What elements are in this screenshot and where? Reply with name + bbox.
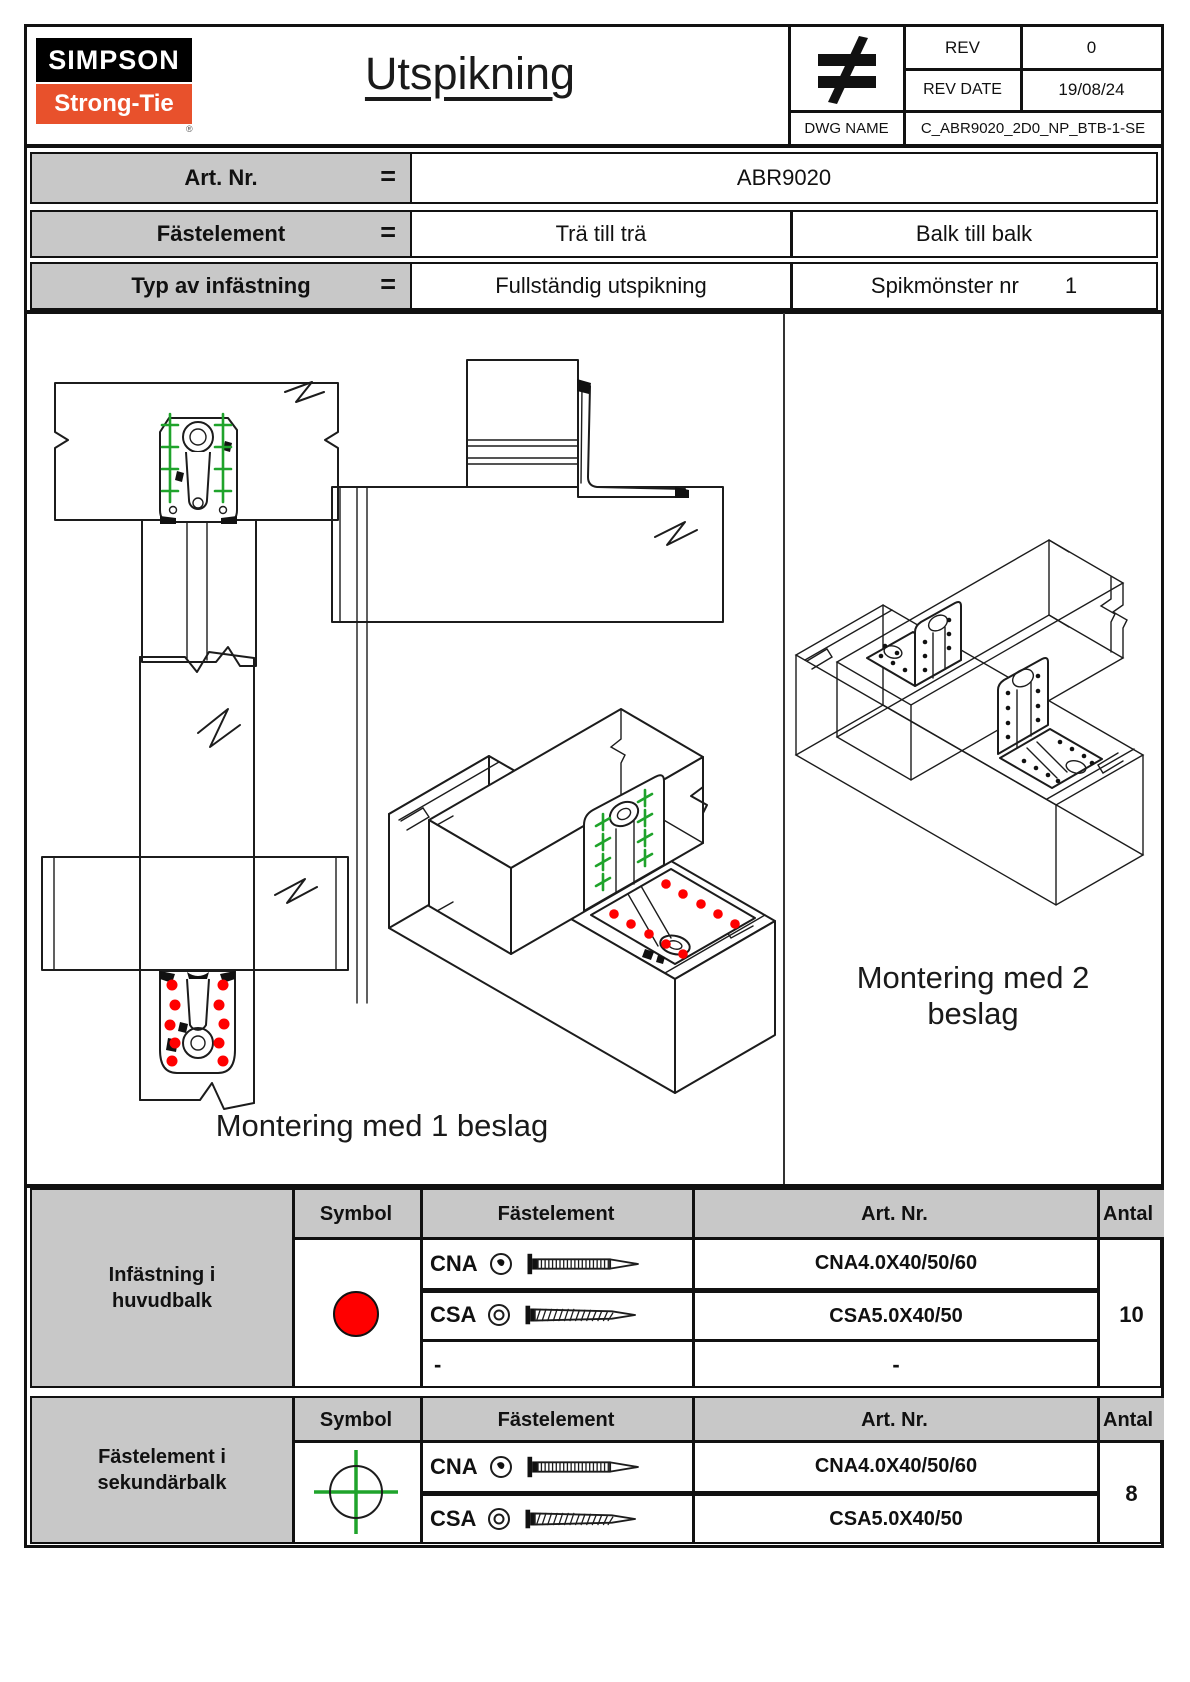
info-art-label: Art. Nr. — [184, 165, 258, 190]
caption-two-line2: beslag — [927, 996, 1019, 1031]
info-pattern-cell — [792, 264, 1156, 308]
fastener-row-empty: - — [434, 1351, 442, 1377]
rev-date-value: 19/08/24 — [1058, 80, 1125, 99]
page-title: Utspikning — [364, 48, 576, 99]
col-header-art: Art. Nr. — [861, 1408, 928, 1431]
art-value: - — [892, 1351, 900, 1377]
screw-icon — [522, 1302, 646, 1328]
divider-line — [292, 1398, 295, 1542]
info-row-fastener — [30, 210, 1158, 258]
col-header-fastener: Fästelement — [497, 1203, 615, 1225]
info-fastener-right: Balk till balk — [915, 221, 1033, 246]
logo-strongtie-box — [36, 84, 192, 124]
isometric-two-brackets-drawing — [793, 520, 1153, 990]
main-beam — [42, 857, 348, 970]
registered-mark: ® — [186, 124, 193, 134]
not-equal-icon — [790, 27, 903, 110]
cna-head-icon — [488, 1454, 514, 1480]
info-row-type — [30, 262, 1158, 310]
info-label-cell — [32, 264, 412, 308]
cross-view-drawing — [35, 645, 365, 1185]
front-view-drawing — [40, 360, 360, 680]
section-label-cell — [32, 1190, 292, 1386]
info-label-cell — [32, 212, 412, 256]
cna-head-icon — [488, 1251, 514, 1277]
equals-sign: = — [380, 269, 396, 299]
green-crosshair-symbol — [310, 1446, 402, 1538]
angle-bracket-profile — [577, 379, 689, 498]
art-value: CSA5.0X40/50 — [829, 1304, 963, 1327]
info-fastener-label: Fästelement — [156, 221, 286, 246]
fastener-row-cna — [430, 1241, 690, 1286]
art-value: CNA4.0X40/50/60 — [814, 1455, 978, 1477]
col-header-art: Art. Nr. — [861, 1203, 928, 1225]
info-label-cell — [32, 154, 412, 202]
screw-icon — [522, 1506, 646, 1532]
pattern-value: 1 — [1064, 273, 1078, 298]
secondary-beam-end — [467, 360, 578, 487]
caption-two-line1: Montering med 2 — [856, 960, 1090, 995]
qty-value: 10 — [1119, 1301, 1144, 1327]
logo-simpson-box — [36, 38, 192, 82]
dwg-name-label: DWG NAME — [804, 119, 889, 137]
info-type-left: Fullständig utspikning — [495, 273, 707, 298]
info-row-art — [30, 152, 1158, 204]
qty-value: 8 — [1125, 1481, 1138, 1506]
section-label-cell — [32, 1398, 292, 1542]
fastener-table-sekundarbalk — [30, 1396, 1162, 1544]
rev-label: REV — [945, 37, 980, 57]
col-header-fastener: Fästelement — [497, 1408, 615, 1431]
nail-icon — [524, 1251, 648, 1277]
csa-head-icon — [486, 1506, 512, 1532]
angle-bracket-front — [160, 418, 237, 524]
pattern-label: Spikmönster nr — [870, 273, 1019, 298]
fastener-code: CSA — [430, 1301, 477, 1327]
fastener-row-csa — [430, 1292, 690, 1337]
isometric-one-bracket-drawing — [345, 655, 785, 1095]
fastener-row-cna — [430, 1444, 690, 1489]
logo-simpson-text: SIMPSON — [48, 44, 180, 75]
info-art-value: ABR9020 — [736, 165, 832, 190]
fastener-code: CSA — [430, 1505, 477, 1531]
info-fastener-left: Trä till trä — [555, 221, 647, 246]
not-equal-icon — [809, 32, 885, 106]
equals-sign: = — [380, 161, 396, 191]
caption-one-bracket: Montering med 1 beslag — [215, 1108, 549, 1143]
fastener-code: CNA — [430, 1250, 478, 1276]
caption-two-brackets — [787, 960, 1159, 1032]
section-label: Infästning i huvudbalk — [108, 1264, 216, 1312]
rev-date-label: REV DATE — [923, 81, 1002, 98]
art-value: CSA5.0X40/50 — [829, 1508, 963, 1530]
red-circle-symbol — [333, 1291, 379, 1337]
col-header-symbol: Symbol — [319, 1408, 393, 1431]
logo-strongtie-text: Strong-Tie — [54, 90, 174, 117]
section-label: Fästelement i sekundärbalk — [97, 1446, 227, 1494]
divider-line — [24, 144, 1164, 148]
rev-value: 0 — [1086, 37, 1097, 57]
art-value: CNA4.0X40/50/60 — [814, 1252, 978, 1274]
info-type-label: Typ av infästning — [131, 273, 311, 298]
drawing-area — [27, 313, 1161, 1185]
divider-line — [292, 1190, 295, 1386]
col-header-qty: Antal — [1103, 1408, 1153, 1431]
divider-line — [420, 1398, 423, 1542]
col-header-symbol: Symbol — [319, 1203, 393, 1225]
dwg-name-value: C_ABR9020_2D0_NP_BTB-1-SE — [920, 119, 1146, 137]
fastener-row-csa — [430, 1496, 690, 1541]
equals-sign: = — [380, 217, 396, 247]
fastener-code: CNA — [430, 1453, 478, 1479]
csa-head-icon — [486, 1302, 512, 1328]
col-header-qty: Antal — [1103, 1203, 1153, 1225]
fastener-table-huvudbalk — [30, 1188, 1162, 1388]
nail-icon — [524, 1454, 648, 1480]
